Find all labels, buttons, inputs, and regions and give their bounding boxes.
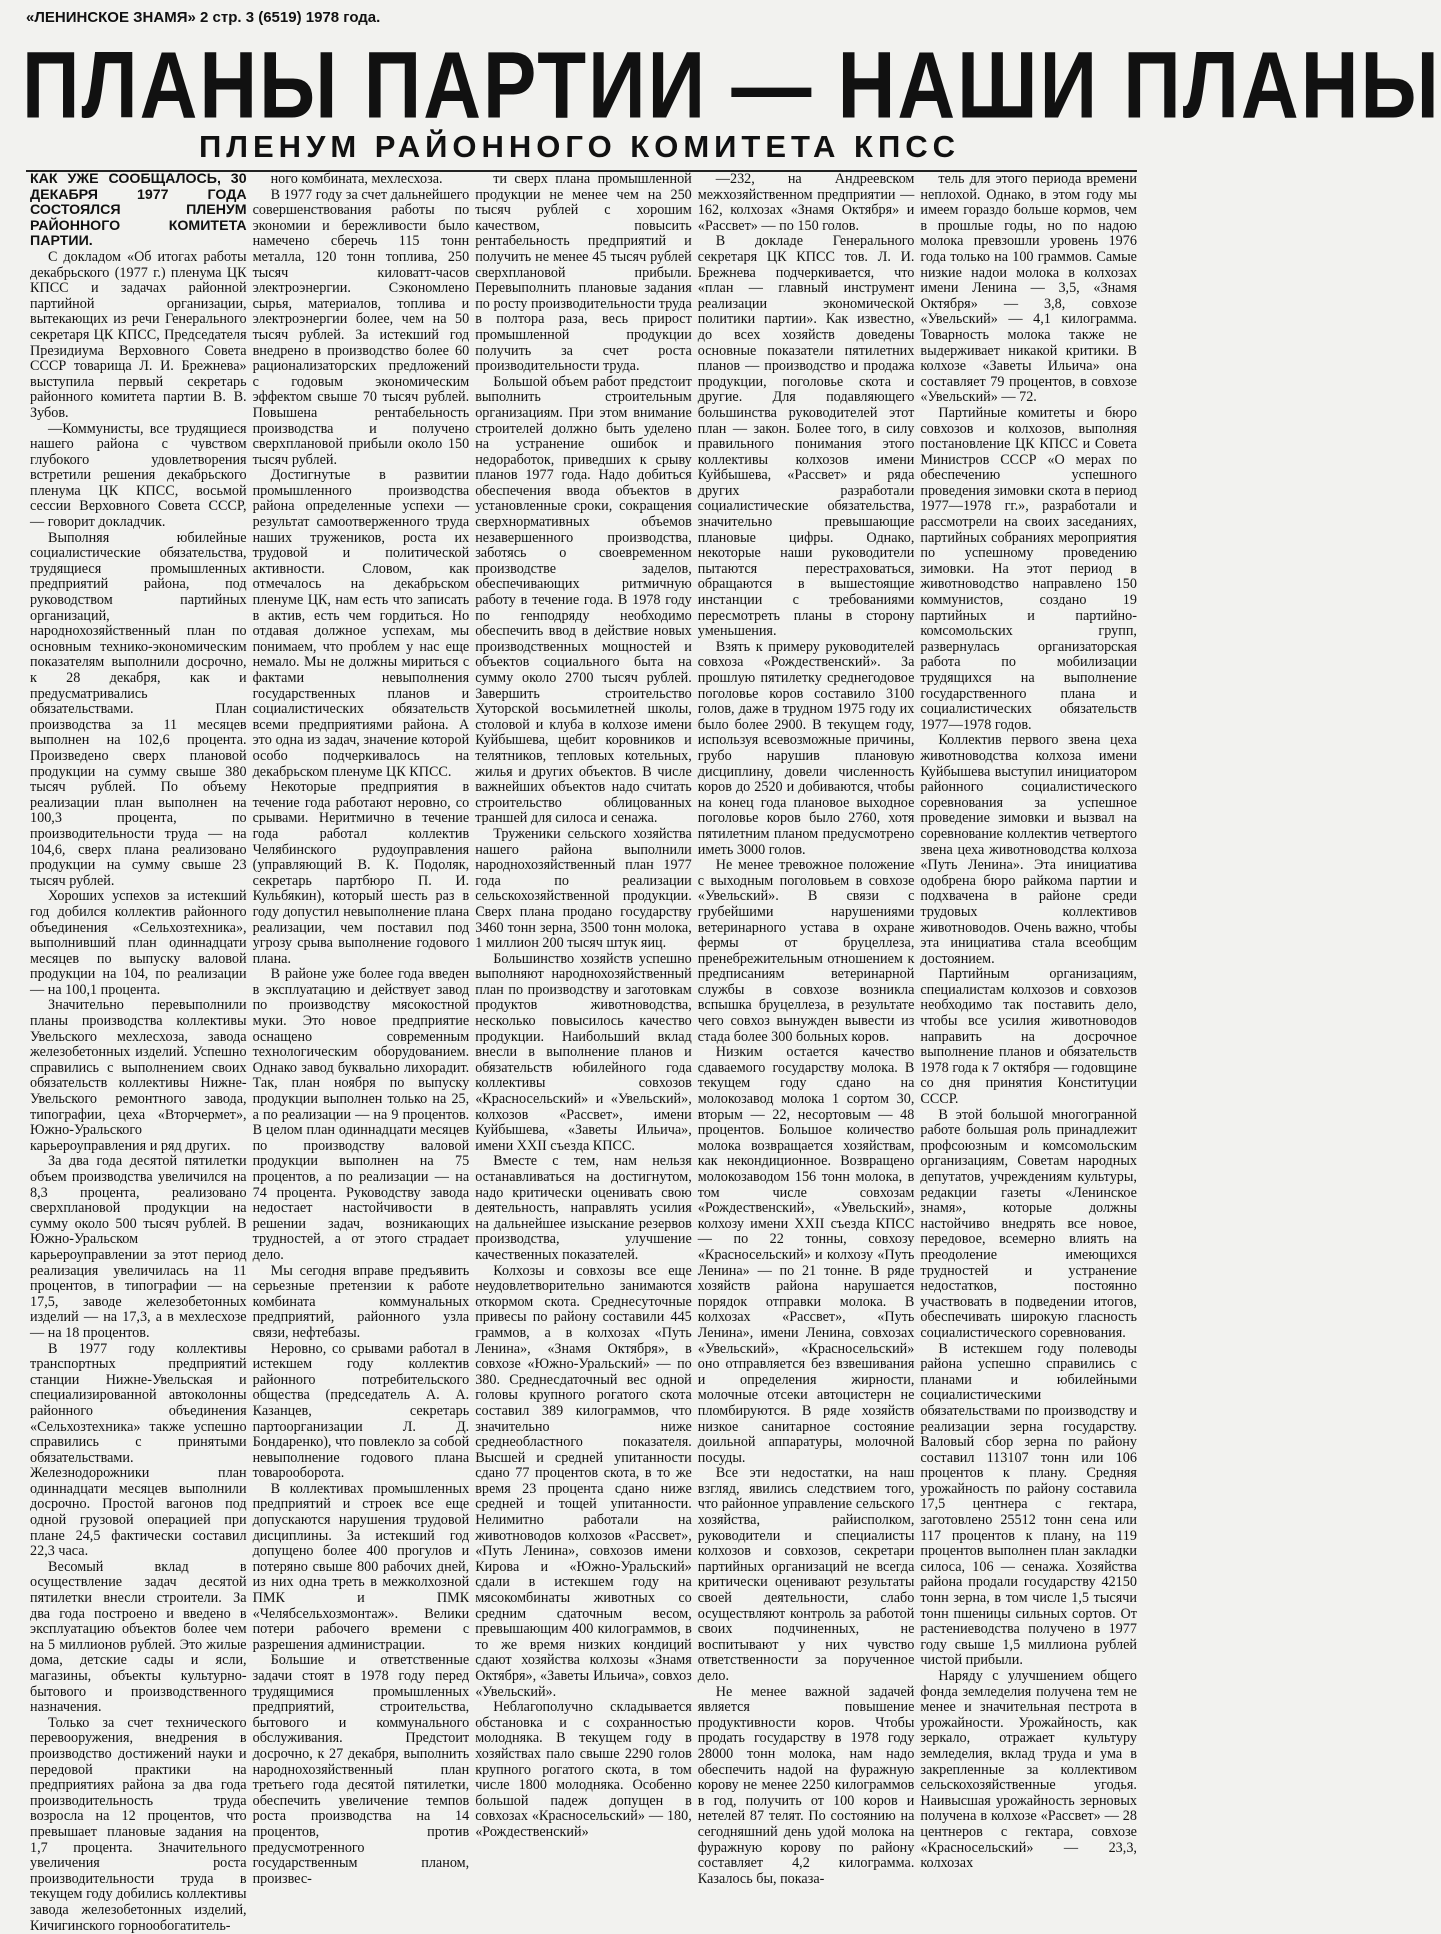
article-paragraph: Хороших успехов за истекший год добился коллектив районного объединения «Сельхозтехника», выполнивший план одиннадцати месяцев по выпуску валовой продукции на 104, по реализации — на 100,1 процента. [30,888,247,998]
article-paragraph: —232, на Андреевском межхозяйственном предприятии — 162, колхозах «Знамя Октября» и «Рассвет» — по 150 голов. [697,171,915,234]
column-1 [30,171,247,1934]
article-paragraph: В районе уже более года введен в эксплуатацию и действует завод по производству мясокостной муки. Это новое предприятие оснащено современным технологическим оборудованием. Однако завод буквально лихорадит. Так, план ноября по выпуску продукции выполнен только на 25, а по реализации — на 9 процентов. В целом план одиннадцати месяцев по производству валовой продукции выполнен на 75 процентов, а по реализации — на 74 процента. Руководству завода недостает настойчивости в решении задач, возникающих трудностей, а от этого страдает дело. [252,966,470,1263]
article-paragraph: Неблагополучно складывается обстановка и с сохранностью молодняка. В текущем году в хозяйствах пало свыше 2290 голов крупного рогатого скота, в том числе 1800 молодняка. Особенно большой падеж допущен в совхозах «Красносельский» — 180, «Рождественский» [475,1699,692,1840]
article-paragraph: За два года десятой пятилетки объем производства увеличился на 8,3 процента, реализовано сверхплановой продукции на сумму около 500 тысяч рублей. В Южно-Уральском карьероуправлении за этот период реализация увеличилась на 11 процентов, в типографии — на 17,5, заводе железобетонных изделий — на 17,3, а в мехлесхозе — на 18 процентов. [30,1153,247,1341]
article-paragraph: Не менее важной задачей является повышение продуктивности коров. Чтобы продать государству в 1978 году 28000 тонн молока, нам надо обеспечить надой на фуражную корову не менее 2250 килограммов в год, получить от 100 коров и нетелей 87 телят. По состоянию на сегодняшний день удой молока на фуражную корову по району составляет 4,2 килограмма. Казалось бы, показа- [697,1683,915,1887]
article-columns [30,171,1137,1934]
headline: ПЛАНЫ ПАРТИИ — НАШИ ПЛАНЫ [22,32,1441,138]
article-paragraph: Большие и ответственные задачи стоят в 1978 году перед трудящимися промышленных предприятий, строительства, бытового и коммунального обслуживания. Предстоит досрочно, к 27 декабря, выполнить народнохозяйственный план третьего года десятой пятилетки, обеспечить увеличение темпов роста производства на 14 процентов, против предусмотренного государственным планом, произвес- [252,1652,470,1887]
article-paragraph: Труженики сельского хозяйства нашего района выполнили народнохозяйственный план 1977 года по реализации сельскохозяйственной продукции. Сверх плана продано государству 3460 тонн зерна, 3500 тонн молока, 1 миллион 200 тысяч штук яиц. [475,825,692,952]
article-paragraph: ти сверх плана промышленной продукции не менее чем на 250 тысяч рублей с хорошим качеством, повысить рентабельность предприятий и получить не менее 45 тысяч рублей сверхплановой прибыли. Перевыполнить плановые задания по росту производительности труда в полтора раза, весь прирост промышленной продукции получить за счет роста производительности труда. [475,171,692,375]
article-paragraph: тель для этого периода времени неплохой. Однако, в этом году мы имеем гораздо больше кормов, чем в прошлые годы, но по надою молока превзошли уровень 1976 года только на 100 граммов. Самые низкие надои молока в колхозах имени Ленина — 3,5, «Знамя Октября» — 3,8, совхозе «Увельский» — 4,1 килограмма. Товарность молока также не выдерживает никакой критики. В колхозе «Заветы Ильича» она составляет 79 процентов, в совхозе «Увельский» — 72. [920,171,1137,406]
article-paragraph: Выполняя юбилейные социалистические обязательства, трудящиеся промышленных предприятий района, под руководством партийных организаций, народнохозяйственный план по основным технико-экономическим показателям выполнили досрочно, к 28 декабря, как и предусматривались обязательствами. План производства за 11 месяцев выполнен на 102,6 процента. Произведено сверх плановой продукции на сумму свыше 380 тысяч рублей. По объему реализации план выполнен на 100,3 процента, по производительности труда — на 104,6, сверх плана реализовано продукции на сумму свыше 23 тысяч рублей. [30,529,247,889]
column-2 [252,171,470,1887]
article-paragraph: В 1977 году коллективы транспортных предприятий станции Нижне-Увельская и специализированной автоколонны районного объединения «Сельхозтехника» также успешно справились с принятыми обязательствами. Железнодорожники план одиннадцати месяцев выполнили досрочно. Простой вагонов под одной грузовой операцией при плане 24,5 фактически составил 22,3 часа. [30,1340,247,1560]
article-paragraph: Наряду с улучшением общего фонда земледелия получена тем не менее и значительная пестрота в урожайности. Урожайность, как зеркало, отражает культуру земледелия, вклад труда и ума в закрепленные за коллективом сельскохозяйственные угодья. Наивысшая урожайность зерновых получена в колхозе «Рассвет» — 28 центнеров с гектара, совхозе «Красносельский» — 23,3, колхозах [920,1668,1137,1872]
newspaper-page [14,6,1441,1934]
article-paragraph: Вместе с тем, нам нельзя останавливаться на достигнутом, надо критически оценивать свою деятельность, направлять усилия на дальнейшее изыскание резервов производства, улучшение качественных показателей. [475,1153,692,1263]
article-lead: КАК УЖЕ СООБЩАЛОСЬ, 30 ДЕКАБРЯ 1977 ГОДА СОСТОЯЛСЯ ПЛЕНУМ РАЙОННОГО КОМИТЕТА ПАРТИИ. [30,171,247,250]
article-paragraph: Колхозы и совхозы все еще неудовлетворительно занимаются откормом скота. Среднесуточные привесы по району составили 445 граммов, а в колхозах «Путь Ленина», «Знамя Октября», в совхозе «Южно-Уральский» — по 380. Среднесдаточный вес одной головы крупного рогатого скота составил 389 килограммов, что значительно ниже среднеобластного показателя. Высшей и средней упитанности сдано 77 процентов скота, в то же время 23 процента сдано ниже средней и тощей упитанности. Нелимитно работали на животноводов колхозов «Рассвет», «Путь Ленина», совхозов имени Кирова и «Южно-Уральский» сдали в истекшем году на мясокомбинаты животных со средним сдаточным весом, превышающим 400 килограммов, в то же время низких кондиций сдают хозяйства колхозы «Знамя Октября», «Заветы Ильича», совхоз «Увельский». [475,1262,692,1700]
article-paragraph: Только за счет технического перевооружения, внедрения в производство достижений науки и передовой практики на предприятиях района за два года производительность труда возросла на 12 процентов, что превышает плановые задания на 1,7 процента. Значительного увеличения роста производительности труда в текущем году добились коллективы завода железобетонных изделий, Кичигинского горнообогатитель- [30,1714,247,1934]
article-paragraph: Мы сегодня вправе предъявить серьезные претензии к работе комбината коммунальных предприятий, районного узла связи, нефтебазы. [252,1262,470,1341]
article-paragraph: ного комбината, мехлесхоза. [270,171,443,187]
article-paragraph: Взять к примеру руководителей совхоза «Рождественский». За прошлую пятилетку среднегодовое поголовье коров составило 3100 голов, даже в трудном 1975 году их было более 2900. В текущем году, используя всевозможные причины, грубо нарушив плановую дисциплину, довели численность коров до 2520 и добиваются, чтобы на конец года плановое выходное поголовье коров было 2760, хотя пятилетним планом предусмотрено иметь 3000 голов. [697,638,915,858]
article-paragraph: Некоторые предприятия в течение года работают неровно, со срывами. Неритмично в течение года работал коллектив Челябинского рудоуправления (управляющий В. К. Подоляк, секретарь партбюро П. И. Кульбякин), который шесть раз в году допустил невыполнение плана реализации, чем поставил под угрозу срыва выполнение годового плана. [252,779,470,967]
article-paragraph: В истекшем году полеводы района успешно справились с планами и юбилейными социалистическими обязательствами по производству и реализации зерна государству. Валовый сбор зерна по району составил 113107 тонн или 106 процентов к плану. Средняя урожайность по району составила 17,5 центнера с гектара, заготовлено 25512 тонн сена или 117 процентов к плану, на 119 процентов выполнен план закладки силоса, 106 — сенажа. Хозяйства района продали государству 42150 тонн зерна, в том числе 1,5 тысячи тонн пшеницы сильных сортов. От растениеводства получено в 1977 году свыше 1,5 миллиона рублей чистой прибыли. [920,1340,1137,1669]
article-paragraph: —Коммунисты, все трудящиеся нашего района с чувством глубокого удовлетворения встретили решения декабрьского пленума ЦК КПСС, восьмой сессии Верховного Совета СССР, — говорит докладчик. [30,420,247,531]
article-paragraph: Большой объем работ предстоит выполнить строительным организациям. При этом внимание строителей должно быть уделено на устранение ошибок и недоработок, приведших к срыву планов 1977 года. Надо добиться обеспечения ввода объектов в установленные сроки, сокращения сверхнормативных объемов незавершенного производства, заботясь о своевременном производстве заделов, обеспечивающих ритмичную работу в течение года. В 1978 году по генподряду необходимо обеспечить ввод в действие новых производственных мощностей и объектов социального быта на сумму около 2700 тысяч рублей. Завершить строительство Хуторской восьмилетней школы, столовой и клуба в колхозе имени Куйбышева, щебит коровников и телятников, тепловых котельных, жилья и других объектов. В числе важнейших объектов надо считать строительство облицованных траншей для силоса и сенажа. [475,373,692,827]
column-5 [920,171,1137,1872]
article-paragraph: Большинство хозяйств успешно выполняют народнохозяйственный план по производству и заготовкам продуктов животноводства, несколько повысилось качество продукции. Наибольший вклад внесли в выполнение планов и обязательств юбилейного года коллективы совхозов «Красносельский» и «Увельский», колхозов «Рассвет», имени Куйбышева, «Заветы Ильича», имени XXII съезда КПСС. [475,950,692,1154]
article-paragraph: Коллектив первого звена цеха животноводства колхоза имени Куйбышева выступил инициатором районного социалистического соревнования за успешное проведение зимовки и вызвал на соревнование коллектив четвертого звена цеха животноводства колхоза «Путь Ленина». Эта инициатива одобрена бюро райкома партии и подхвачена в районе среди трудовых коллективов животноводов. Очень важно, чтобы эта инициатива стала всеобщим достоянием. [920,732,1137,967]
subheadline: ПЛЕНУМ РАЙОННОГО КОМИТЕТА КПСС [198,129,961,164]
column-4 [697,171,915,1887]
article-paragraph: Партийным организациям, специалистам колхозов и совхозов необходимо так поставить дело, чтобы все усилия животноводов направить на досрочное выполнение планов и обязательств 1978 года к 7 октября — годовщине со дня принятия Конституции СССР. [920,966,1137,1108]
article-paragraph: С докладом «Об итогах работы декабрьского (1977 г.) пленума ЦК КПСС и задачах районной партийной организации, вытекающих из речи Генерального секретаря ЦК КПСС, Председателя Президиума Верховного Совета СССР товарища Л. И. Брежнева» выступила первый секретарь районного комитета партии В. В. Зубов. [30,248,247,421]
article-paragraph: В коллективах промышленных предприятий и строек все еще допускаются нарушения трудовой дисциплины. За истекший год допущено более 400 прогулов и потеряно свыше 800 рабочих дней, из них одна треть в межколхозной ПМК и ПМК «Челябсельхозмонтаж». Велики потери рабочего времени с разрешения администрации. [252,1480,470,1653]
article-paragraph: В 1977 году за счет дальнейшего совершенствования работы по экономии и бережливости было намечено сберечь 115 тонн металла, 120 тонн топлива, 250 тысяч киловатт-часов электроэнергии. Сэкономлено сырья, материалов, топлива и электроэнергии более, чем на 50 тысяч рублей. За истекший год внедрено в производство более 60 рационализаторских предложений с годовым экономическим эффектом свыше 70 тысяч рублей. Повышена рентабельность производства и получено сверхплановой прибыли около 150 тысяч рублей. [252,186,470,468]
article-paragraph: Партийные комитеты и бюро совхозов и колхозов, выполняя постановление ЦК КПСС и Совета Министров СССР «О мерах по обеспечению успешного проведения зимовки скота в период 1977—1978 гг.», разработали и рассмотрели на своих заседаниях, партийных собраниях мероприятия по успешному проведению зимовки. На этот период в животноводство направлено 150 коммунистов, создано 19 партийных и партийно-комсомольских групп, развернулась организаторская работа по мобилизации трудящихся на выполнение государственного плана и социалистических обязательств 1977—1978 годов. [920,404,1137,733]
masthead: «ЛЕНИНСКОЕ ЗНАМЯ» 2 стр. 3 (6519) 1978 года. [26,9,381,26]
article-paragraph: В этой большой многогранной работе большая роль принадлежит профсоюзным и комсомольским организациям, Советам народных депутатов, учреждениям культуры, редакции газеты «Ленинское знамя», которые должны настойчиво внедрять все новое, передовое, всемерно влиять на преодоление имеющихся трудностей и устранение недостатков, постоянно участвовать в подведении итогов, обеспечивать широкую гласность социалистического соревнования. [920,1106,1137,1341]
article-paragraph: Неровно, со срывами работал в истекшем году коллектив районного потребительского общества (председатель А. А. Казанцев, секретарь партоорганизации Л. Д. Бондаренко), что повлекло за собой невыполнение годового плана товарооборота. [252,1340,470,1482]
article-paragraph: Низким остается качество сдаваемого государству молока. В текущем году сдано на молокозавод молока 1 сортом 30, вторым — 22, несортовым — 48 процентов. Большое количество молока возвращается хозяйствам, как некондиционное. Возвращено молокозаводом 156 тонн молока, в том числе совхозам «Рождественский», «Увельский», колхозу имени XXII съезда КПСС — по 22 тонны, совхозу «Красносельский» и колхозу «Путь Ленина» — по 21 тонне. В ряде хозяйств района нарушается порядок отправки молока. В колхозах «Рассвет», «Путь Ленина», имени Ленина, совхозах «Увельский», «Красносельский» оно отправляется без взвешивания и определения жирности, молочные отсеки автоцистерн не пломбируются. В ряде хозяйств низкое санитарное состояние доильной аппаратуры, молочной посуды. [697,1044,915,1466]
article-paragraph: В докладе Генерального секретаря ЦК КПСС тов. Л. И. Брежнева подчеркивается, что «план — главный инструмент реализации экономической политики партии». Как известно, до всех хозяйств доведены основные показатели пятилетних планов — производство и продажа продукции, поголовье скота и другие. Для подавляющего большинства руководителей этот план — закон. Более того, в силу правильного понимания этого коллективы колхозов имени Куйбышева, «Рассвет» и ряда других разработали социалистические обязательства, значительно превышающие плановые цифры. Однако, некоторые наши руководители пытаются перестраховаться, обращаются в вышестоящие инстанции с требованиями пересмотреть планы в сторону уменьшения. [697,233,915,640]
column-3 [475,171,692,1840]
article-paragraph: Все эти недостатки, на наш взгляд, явились следствием того, что районное управление сельского хозяйства, райисполком, руководители и специалисты колхозов и совхозов, секретари партийных организаций не всегда критически оценивают результаты своей деятельности, слабо осуществляют контроль за работой своих подчиненных, не воспитывают у них чувство ответственности за порученное дело. [697,1465,915,1684]
article-paragraph: Весомый вклад в осуществление задач десятой пятилетки внесли строители. За два года построено и введено в эксплуатацию объектов более чем на 5 миллионов рублей. Это жилые дома, детские сады и ясли, магазины, объекты культурно-бытового и производственного назначения. [30,1558,247,1716]
article-paragraph: Достигнутые в развитии промышленного производства района определенные успехи — результат самоотверженного труда наших тружеников, роста их трудовой и политической активности. Словом, как отмечалось на декабрьском пленуме ЦК, нам есть что записать в актив, есть чем гордиться. Но отдавая должное успехам, мы понимаем, что проблем у нас еще немало. Мы не должны мириться с фактами невыполнения государственных планов и социалистических обязательств всеми предприятиями района. А это одна из задач, значение которой особо подчеркивалось на декабрьском пленуме ЦК КПСС. [252,467,470,780]
article-paragraph: Значительно перевыполнили планы производства коллективы Увельского мехлесхоза, завода железобетонных изделий. Успешно справились с выполнением своих обязательств коллективы Нижне-Увельского ремонтного завода, типографии, цеха «Вторчермет», Южно-Уральского карьероуправления и ряд других. [30,997,247,1154]
article-paragraph: Не менее тревожное положение с выходным поголовьем в совхозе «Увельский». В связи с грубейшими нарушениями ветеринарного устава в охране фермы от бруцеллеза, пренебрежительным отношением к предписаниям ветеринарной службы в совхозе возникла вспышка бруцеллеза, в результате чего совхоз вынужден вывести из стада более 300 больных коров. [697,857,915,1045]
